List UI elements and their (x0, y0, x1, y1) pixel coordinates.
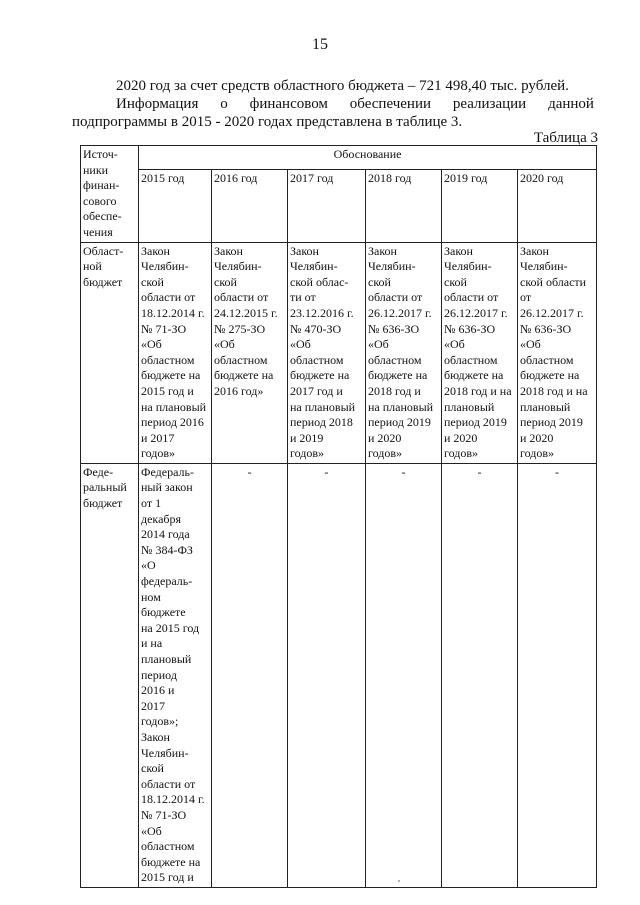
basis-cell-line: области от (141, 290, 196, 305)
basis-cell (518, 242, 597, 463)
basis-cell-line: № 470-ЗО (290, 321, 342, 336)
basis-cell-line: - (324, 464, 329, 479)
basis-cell-line: и 2020 (520, 430, 554, 445)
basis-cell-line: годов» (520, 446, 555, 461)
basis-cell-line: ской (214, 274, 237, 289)
basis-cell-line: 2014 года (141, 527, 190, 542)
basis-cell-line: и 2019 (290, 430, 324, 445)
basis-cell-line: Челябин- (520, 259, 568, 274)
year-header-cell: 2015 год (139, 170, 212, 242)
basis-cell-line: ской области (520, 274, 587, 289)
paragraph-line-2 (116, 95, 594, 113)
basis-cell (518, 463, 597, 887)
year-header-cell: 2016 год (212, 170, 288, 242)
basis-cell-line: 26.12.2017 г. (368, 305, 432, 320)
paragraph-word: обеспечении (349, 96, 432, 112)
basis-cell-line: - (477, 464, 482, 479)
basis-cell-line: Федераль- (141, 464, 194, 479)
basis-cell-line: и 2020 (444, 430, 478, 445)
basis-cell-line: Челябин- (214, 259, 262, 274)
basis-cell-line: федераль- (141, 574, 193, 589)
year-header-cell: 2019 год (442, 170, 518, 242)
basis-cell-line: Челябин- (444, 259, 492, 274)
basis-cell-line: плановый (444, 399, 495, 414)
basis-cell-line: № 275-ЗО (214, 321, 266, 336)
basis-cell-line: 24.12.2015 г. (214, 305, 278, 320)
basis-cell-line: бюджете на (141, 854, 201, 869)
source-header-line: Источ- (83, 147, 118, 161)
table-body (81, 242, 597, 887)
basis-cell-line: 2018 год и (368, 383, 421, 398)
basis-cell-line: № 636-ЗО (520, 321, 572, 336)
paragraph-word: реализации (452, 96, 527, 112)
basis-cell-line: 2018 год и на (520, 383, 588, 398)
source-cell-line: Феде- (83, 464, 114, 479)
paragraph-line-3: подпрограммы в 2015 - 2020 годах представлена в таблице 3. (72, 114, 463, 130)
basis-cell-line: - (555, 464, 560, 479)
basis-cell-line: ти от (290, 290, 316, 305)
basis-cell-line: бюджете на (214, 368, 274, 383)
basis-cell-line: 2015 год и (141, 383, 194, 398)
basis-cell-line: период 2019 (444, 415, 507, 430)
basis-cell-line: 2015 год и (141, 870, 194, 885)
basis-cell-line: от 1 (141, 496, 162, 511)
basis-cell-line: бюджете на (444, 368, 504, 383)
basis-cell-line: Челябин- (290, 259, 338, 274)
basis-cell (288, 463, 366, 887)
source-header-line: чения (83, 224, 113, 239)
basis-cell-line: бюджете (141, 605, 186, 620)
basis-cell-line: областном (141, 352, 195, 367)
basis-cell-line: Челябин- (141, 259, 189, 274)
basis-cell (139, 463, 212, 887)
basis-cell (212, 463, 288, 887)
basis-cell-line: Закон (520, 243, 549, 258)
basis-cell-line: № 636-ЗО (444, 321, 496, 336)
paragraph-word: финансовом (249, 96, 328, 112)
source-cell-line: ральный (83, 480, 127, 495)
basis-cell-line: Закон (214, 243, 243, 258)
page-number: 15 (312, 36, 328, 53)
basis-cell (442, 463, 518, 887)
basis-cell (288, 242, 366, 463)
basis-cell-line: области от (214, 290, 269, 305)
basis-cell (212, 242, 288, 463)
basis-cell-line: на плановый (141, 399, 207, 414)
basis-cell-line: ской (368, 274, 391, 289)
basis-cell-line: области от (368, 290, 423, 305)
basis-cell-line: от (520, 290, 532, 305)
basis-cell-line: годов» (141, 446, 176, 461)
basis-cell (366, 463, 442, 887)
source-cell-line: бюджет (83, 496, 123, 511)
basis-cell-line: декабря (141, 511, 182, 526)
basis-cell-line: областном (520, 352, 574, 367)
basis-cell-line: плановый (520, 399, 571, 414)
basis-cell-line: на 2015 год (141, 620, 200, 635)
basis-cell-line: областном (290, 352, 344, 367)
basis-cell-line: период 2016 (141, 415, 204, 430)
basis-cell (442, 242, 518, 463)
basis-cell-line: на плановый (290, 399, 356, 414)
basis-cell-line: бюджете на (290, 368, 350, 383)
basis-cell-line: «Об (368, 337, 389, 352)
basis-cell-line: ном (141, 589, 161, 604)
basis-cell-line: и на (141, 636, 163, 651)
source-header-line: ники (83, 162, 109, 177)
basis-cell-line: 2017 (141, 698, 165, 713)
basis-cell-line: годов» (444, 446, 479, 461)
basis-cell-line: - (401, 464, 406, 479)
basis-cell-line: бюджете на (141, 368, 201, 383)
basis-cell-line: Закон (290, 243, 319, 258)
basis-cell-line: ской (141, 274, 164, 289)
basis-cell-line: «Об (444, 337, 465, 352)
basis-cell-line: 2016 и (141, 683, 175, 698)
scan-speck (398, 880, 400, 882)
basis-cell-line: - (247, 464, 252, 479)
source-cell (81, 463, 139, 887)
basis-cell-line: «Об (520, 337, 541, 352)
source-cell-line: Област- (83, 243, 124, 258)
basis-cell-line: период 2019 (368, 415, 431, 430)
paragraph-line-1: 2020 год за счет средств областного бюджета – 721 498,40 тыс. рублей. (116, 78, 569, 94)
basis-cell-line: 26.12.2017 г. (444, 305, 508, 320)
basis-cell-line: «О (141, 558, 156, 573)
basis-cell-line: Челябин- (368, 259, 416, 274)
basis-cell-line: бюджете на (520, 368, 580, 383)
basis-cell-line: области от (141, 776, 196, 791)
source-cell (81, 242, 139, 463)
basis-cell-line: Челябин- (141, 745, 189, 760)
basis-cell-line: № 384-ФЗ (141, 542, 193, 557)
year-header-cell: 2018 год (366, 170, 442, 242)
year-header-cell: 2020 год (518, 170, 597, 242)
source-cell-line: бюджет (83, 274, 123, 289)
basis-cell-line: годов» (290, 446, 325, 461)
basis-cell-line: областном (214, 352, 268, 367)
table-caption: Таблица 3 (533, 130, 598, 146)
basis-cell-line: 18.12.2014 г. (141, 792, 205, 807)
basis-cell-line: 23.12.2016 г. (290, 305, 354, 320)
basis-cell-line: № 636-ЗО (368, 321, 420, 336)
basis-cell-line: областном (444, 352, 498, 367)
paragraph-word: данной (548, 96, 594, 112)
basis-cell (139, 242, 212, 463)
basis-cell-line: «Об (141, 823, 162, 838)
basis-cell-line: на плановый (368, 399, 434, 414)
basis-cell-line: области от (444, 290, 499, 305)
basis-cell-line: Закон (141, 729, 170, 744)
basis-cell-line: «Об (214, 337, 235, 352)
basis-cell-line: ской (444, 274, 467, 289)
basis-cell-line: «Об (290, 337, 311, 352)
basis-cell-line: 18.12.2014 г. (141, 305, 205, 320)
basis-cell-line: годов»; (141, 714, 179, 729)
basis-cell-line: плановый (141, 652, 192, 666)
basis-cell-line: период 2019 (520, 415, 583, 430)
basis-cell-line: № 71-ЗО (141, 807, 187, 822)
basis-cell-line: «Об (141, 337, 162, 352)
source-header-line: сового (83, 193, 117, 208)
basis-cell-line: годов» (368, 446, 403, 461)
basis-cell (366, 242, 442, 463)
basis-cell-line: 2017 год и (290, 383, 343, 398)
table-row (81, 242, 597, 463)
basis-cell-line: 26.12.2017 г. (520, 305, 584, 320)
source-header-line: финан- (83, 178, 120, 193)
source-header-line: обеспе- (83, 209, 122, 224)
basis-cell-line: ный закон (141, 480, 193, 495)
basis-cell-line: областном (141, 839, 195, 854)
basis-cell-line: 2018 год и на (444, 383, 512, 398)
basis-cell-line: и 2017 (141, 430, 175, 445)
table-row (81, 463, 597, 887)
paragraph-word: о (220, 96, 228, 112)
basis-cell-line: период (141, 667, 177, 682)
basis-cell-line: ской облас- (290, 274, 349, 289)
basis-cell-line: Закон (444, 243, 473, 258)
basis-cell-line: период 2018 (290, 415, 353, 430)
basis-header-cell: Обоснование (139, 146, 597, 170)
basis-cell-line: ской (141, 761, 164, 776)
basis-cell-line: Закон (141, 243, 170, 258)
basis-cell-line: № 71-ЗО (141, 321, 187, 336)
source-header-cell (81, 146, 139, 243)
basis-cell-line: областном (368, 352, 422, 367)
basis-cell-line: Закон (368, 243, 397, 258)
source-cell-line: ной (83, 259, 102, 274)
year-header-cell: 2017 год (288, 170, 366, 242)
paragraph-word: Информация (116, 96, 199, 112)
basis-cell-line: и 2020 (368, 430, 402, 445)
basis-cell-line: бюджете на (368, 368, 428, 383)
basis-cell-line: 2016 год» (214, 383, 264, 398)
funding-basis-table (80, 145, 597, 888)
